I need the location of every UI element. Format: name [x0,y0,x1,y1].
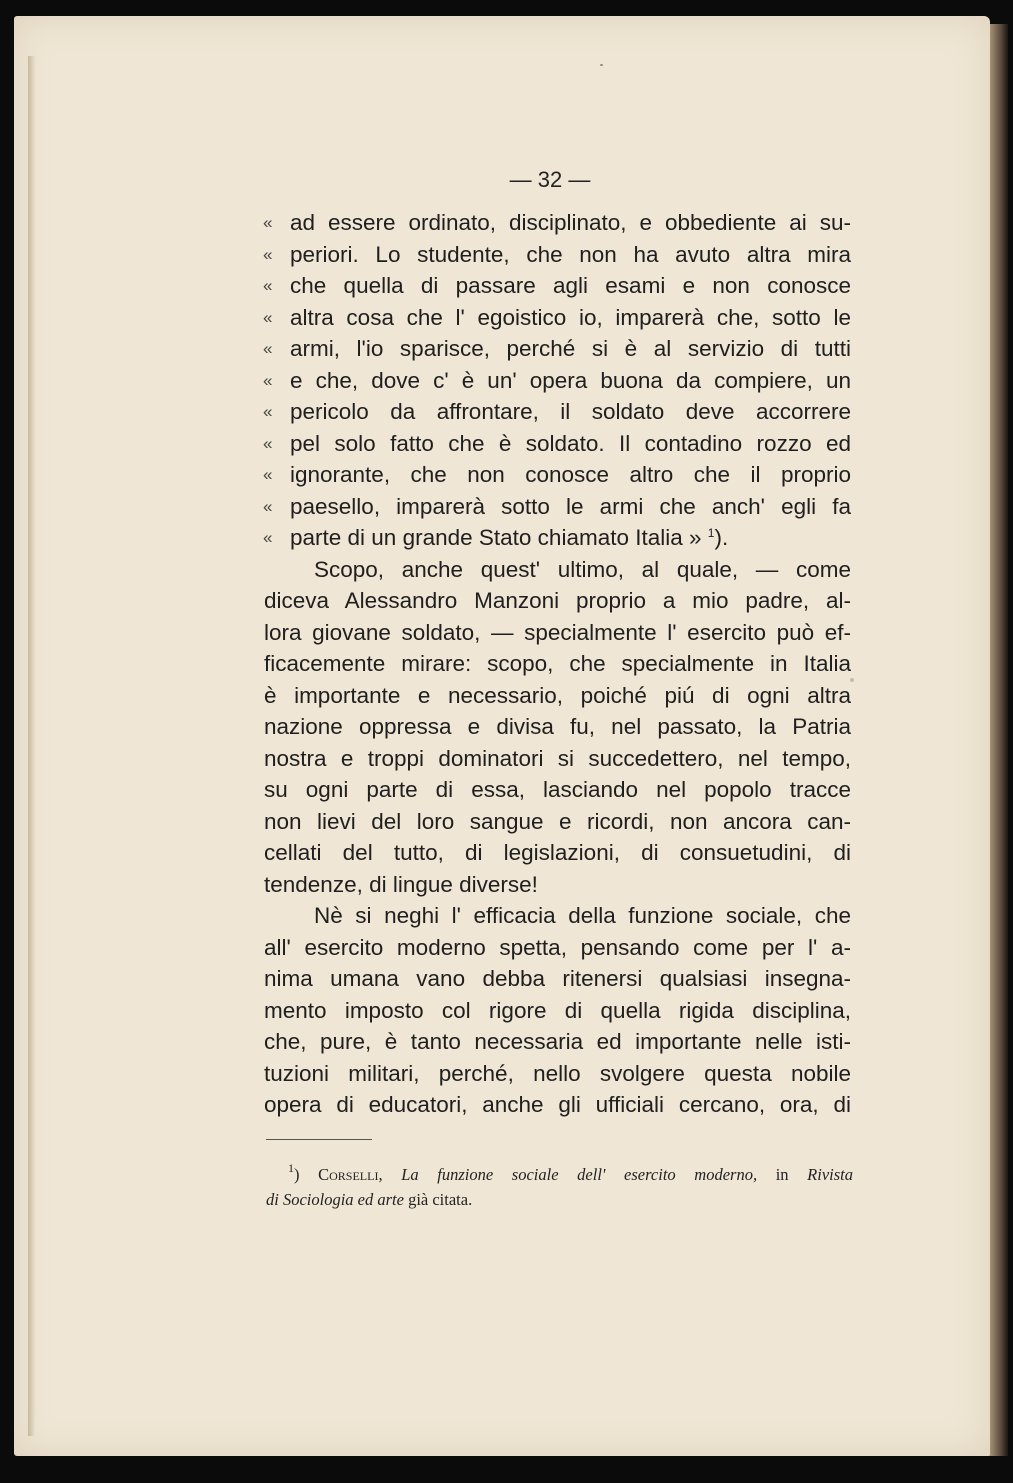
quoted-line [264,270,851,302]
quote-mark: « [263,496,273,516]
quoted-line-text: pel solo fatto che è soldato. Il contadino rozzo ed [290,430,851,456]
footnote-tail: già citata. [408,1190,473,1209]
quoted-line [264,239,851,271]
footnote-line [266,1162,853,1187]
paragraph-line: su ogni parte di essa, lasciando nel popolo tracce [264,777,851,802]
quoted-line [264,207,851,239]
quoted-line-text [290,522,851,554]
quoted-line-text: e che, dove c' è un' opera buona da compiere, un [290,367,851,393]
quoted-line-text: ignorante, che non conosce altro che il proprio [290,462,851,487]
quote-mark: « [263,433,273,453]
quoted-line-text: ad essere ordinato, disciplinato, e obbediente ai su- [290,210,851,235]
paragraph-line: all' esercito moderno spetta, pensando come per l' a- [264,934,851,960]
quote-mark: « [263,307,273,327]
quoted-line [264,428,851,460]
quote-mark: « [263,370,273,390]
page-edge-left [28,56,36,1436]
quote-mark: « [263,465,273,484]
paragraph-line: che, pure, è tanto necessaria ed importante nelle isti- [264,1029,851,1054]
paragraph-line: nima umana vano debba ritenersi qualsiasi insegna- [264,966,851,991]
quoted-line-text: altra cosa che l' egoistico io, imparerà che, sotto le [290,304,851,330]
footnote-journal-part2: di Sociologia ed arte [266,1190,404,1209]
quoted-line [264,396,851,428]
quote-mark: « [263,276,273,295]
paragraph-line: Nè si neghi l' efficacia della funzione sociale, che [314,903,851,928]
paragraph-line: è importante e necessario, poiché piú di ogni altra [264,682,851,708]
paragraph-line: opera di educatori, anche gli ufficiali cercano, ora, di [264,1092,851,1117]
paragraph-line: mento imposto col rigore di quella rigida disciplina, [264,997,851,1023]
footnote-marker-paren: ) [294,1165,300,1184]
paragraph-line: ficacemente mirare: scopo, che specialmente in Italia [264,651,851,676]
quote-mark: « [263,402,273,421]
quoted-line [264,302,851,334]
page-number: — 32 — [509,167,591,192]
quoted-line-text: armi, l'io sparisce, perché si è al servizio di tutti [290,336,851,361]
paragraph-line: lora giovane soldato, — specialmente l' esercito può ef- [264,619,851,645]
paragraph-line: non lievi del loro sangue e ricordi, non ancora can- [264,808,851,834]
quoted-line-text: che quella di passare agli esami e non conosce [290,273,851,298]
paragraph-line: nostra e troppi dominatori si succedettero, nel tempo, [264,745,851,771]
quote-mark: « [263,339,273,358]
footnote-reference[interactable]: 1 [707,526,715,540]
footnote-journal-part1: Rivista [807,1165,853,1184]
footnote-line [266,1187,853,1212]
quote-mark: « [263,244,273,264]
footnote-title: La funzione sociale dell' esercito moderno, [401,1165,758,1184]
quoted-line-text: paesello, imparerà sotto le armi che anch' egli fa [290,493,851,519]
quoted-line [264,365,851,397]
footnote-marker: 1 [288,1161,294,1175]
paragraph-line: tendenze, di lingue diverse! [264,871,538,897]
footnote [266,1162,853,1212]
paper-speck [600,64,603,66]
body-text [264,207,851,1121]
quoted-last-tail: ). [714,525,729,550]
paragraph-line: Scopo, anche quest' ultimo, al quale, — come [314,556,851,582]
paragraph-line: nazione oppressa e divisa fu, nel passato, la Patria [264,714,851,739]
quoted-line-text: periori. Lo studente, che non ha avuto altra mira [290,241,851,267]
footnote-author: Corselli, [318,1165,383,1184]
quoted-line [264,459,851,491]
quoted-line [264,333,851,365]
quoted-last-text: parte di un grande Stato chiamato Italia » [290,525,702,550]
quoted-line-last [264,522,851,554]
quoted-line-text: pericolo da affrontare, il soldato deve accorrere [290,399,851,424]
paragraph-line: diceva Alessandro Manzoni proprio a mio padre, al- [264,588,851,613]
paragraph-line: cellati del tutto, di legislazioni, di consuetudini, di [264,840,851,865]
quoted-line [264,491,851,523]
quote-mark: « [263,528,273,547]
quote-mark: « [263,213,273,232]
footnote-in: in [775,1165,789,1184]
footnote-divider [266,1139,372,1140]
paragraph-line: tuzioni militari, perché, nello svolgere questa nobile [264,1060,851,1086]
